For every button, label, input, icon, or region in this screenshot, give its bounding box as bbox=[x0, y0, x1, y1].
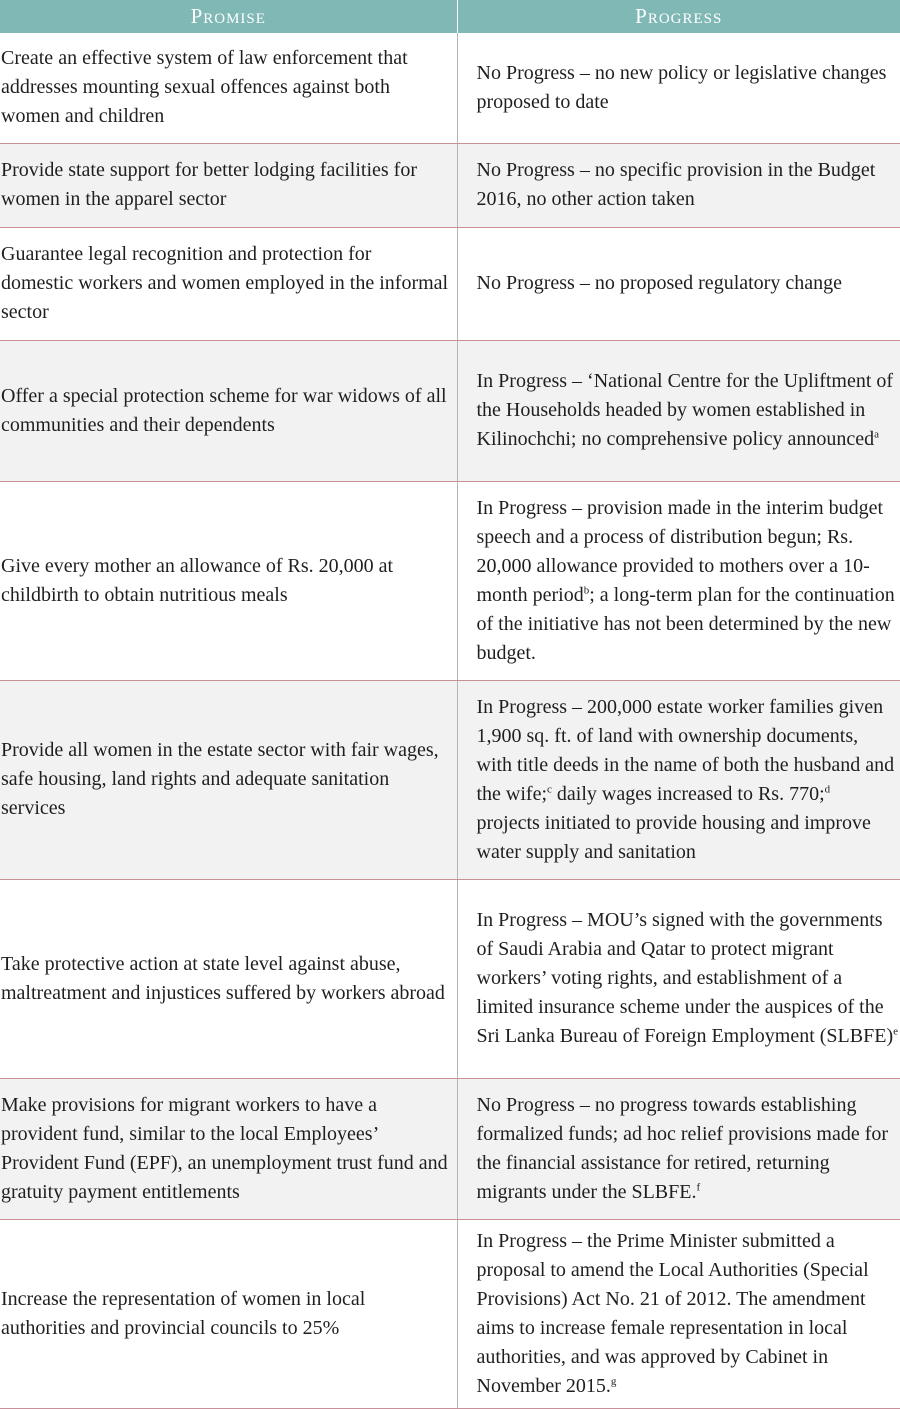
progress-text: In Progress – 200,000 estate worker families given 1,900 sq. ft. of land with ownership documents, with title deeds in the name of both the husband and the wife; bbox=[476, 695, 895, 805]
promise-cell: Make provisions for migrant workers to have a provident fund, similar to the local Employees’ Provident Fund (EPF), an unemployment trust fund and gratuity payment entitlements bbox=[0, 1078, 457, 1219]
promise-cell: Provide state support for better lodging facilities for women in the apparel sector bbox=[0, 143, 457, 227]
table-row bbox=[0, 340, 900, 481]
progress-cell bbox=[457, 481, 900, 680]
progress-cell bbox=[457, 879, 900, 1078]
promise-cell: Provide all women in the estate sector with fair wages, safe housing, land rights and adequate sanitation services bbox=[0, 680, 457, 879]
promise-column-header: Promise bbox=[0, 0, 457, 33]
footnote-marker: g bbox=[610, 1374, 617, 1387]
table-row bbox=[0, 33, 900, 143]
table-row bbox=[0, 143, 900, 227]
table-row bbox=[0, 1078, 900, 1219]
table-row bbox=[0, 680, 900, 879]
progress-text-tail: ; a long-term plan for the continuation of the initiative has not been determined by the new budget. bbox=[476, 583, 895, 664]
footnote-marker: b bbox=[583, 583, 590, 596]
progress-text: No Progress – no new policy or legislative changes proposed to date bbox=[476, 61, 887, 113]
progress-text-tail: projects initiated to provide housing and improve water supply and sanitation bbox=[476, 811, 871, 863]
promise-cell: Increase the representation of women in local authorities and provincial councils to 25% bbox=[0, 1219, 457, 1408]
progress-text: No Progress – no proposed regulatory change bbox=[476, 272, 842, 294]
table-row bbox=[0, 481, 900, 680]
table-row bbox=[0, 1219, 900, 1408]
progress-text: In Progress – the Prime Minister submitted a proposal to amend the Local Authorities (Special Provisions) Act No. 21 of 2012. The amendment aims to increase female representation in local authorities, and was approved by Cabinet in November 2015. bbox=[476, 1229, 869, 1397]
progress-cell bbox=[457, 143, 900, 227]
promise-cell: Guarantee legal recognition and protection for domestic workers and women employed in the informal sector bbox=[0, 227, 457, 340]
footnote-marker: e bbox=[893, 1025, 898, 1038]
progress-text: No Progress – no specific provision in the Budget 2016, no other action taken bbox=[476, 159, 876, 210]
promise-cell: Offer a special protection scheme for war widows of all communities and their dependents bbox=[0, 340, 457, 481]
promise-cell: Create an effective system of law enforcement that addresses mounting sexual offences against both women and children bbox=[0, 33, 457, 143]
progress-text: No Progress – no progress towards establishing formalized funds; ad hoc relief provisions made for the financial assistance for retired, returning migrants under the SLBFE. bbox=[476, 1093, 889, 1203]
progress-text: In Progress – provision made in the interim budget speech and a process of distribution begun; Rs. 20,000 allowance provided to mothers over a 10-month period bbox=[476, 496, 884, 606]
progress-column-header: Progress bbox=[457, 0, 900, 33]
footnote-marker: c bbox=[547, 782, 552, 795]
progress-cell bbox=[457, 227, 900, 340]
footnote-marker: f bbox=[696, 1180, 701, 1193]
progress-cell bbox=[457, 1078, 900, 1219]
footnote-marker: d bbox=[824, 782, 831, 795]
promise-cell: Take protective action at state level against abuse, maltreatment and injustices suffered by workers abroad bbox=[0, 879, 457, 1078]
progress-text-tail: daily wages increased to Rs. 770; bbox=[551, 782, 825, 805]
progress-cell bbox=[457, 1219, 900, 1408]
progress-text: In Progress – ‘National Centre for the Upliftment of the Households headed by women established in Kilinochchi; no comprehensive policy announced bbox=[476, 370, 894, 450]
table-row bbox=[0, 879, 900, 1078]
table-row bbox=[0, 227, 900, 340]
progress-cell bbox=[457, 340, 900, 481]
progress-cell bbox=[457, 33, 900, 143]
table-header-row bbox=[0, 0, 900, 33]
footnote-marker: a bbox=[874, 428, 880, 441]
progress-cell bbox=[457, 680, 900, 879]
promise-cell: Give every mother an allowance of Rs. 20,000 at childbirth to obtain nutritious meals bbox=[0, 481, 457, 680]
progress-text: In Progress – MOU’s signed with the governments of Saudi Arabia and Qatar to protect migrant workers’ voting rights, and establishment of a limited insurance scheme under the auspices of the Sri Lanka Bureau of Foreign Employment (SLBFE) bbox=[476, 909, 894, 1047]
